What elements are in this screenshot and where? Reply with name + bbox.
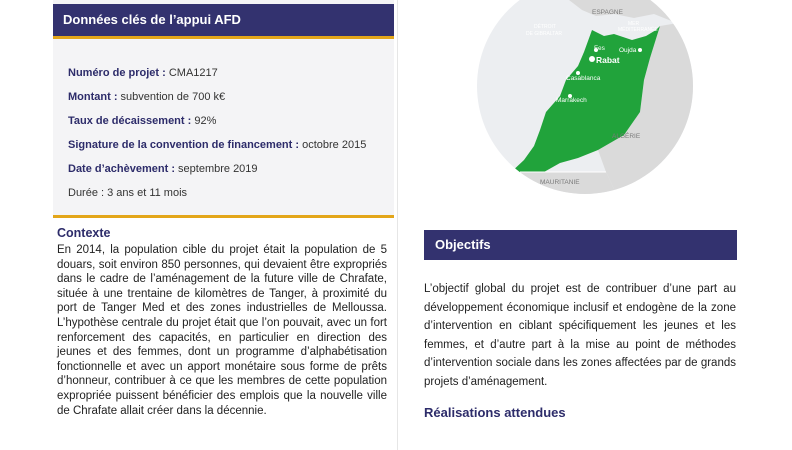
- realisations-title: Réalisations attendues: [424, 405, 566, 420]
- fact-signature: Signature de la convention de financement : octobre 2015: [68, 139, 367, 151]
- label-detroit-2: DE GIBRALTAR: [526, 31, 562, 37]
- fact-completion-date: Date d’achèvement : septembre 2019: [68, 163, 258, 175]
- context-body: En 2014, la population cible du projet était la population de 5 douars, soit environ 850 personnes, qui devaient être expropriés dans le cadre de l’aménagement de la future ville de Chrafate, située à une trentaine de kilomètres de Tanger, à proximité du port de Tanger Med et des zones industrielles de Melloussa. L’hypothèse centrale du projet était que l’on pouvait, avec un fort renforcement des capacités, en particulier en direction des jeunes et des femmes, dont un programme d’alphabétisation fonctionnelle et avec un apport monétaire sous forme de prêts d’honneur, contribuer à ce que les membres de cette population expropriée puissent bénéficier des emplois que la nouvelle ville de Chrafate allait créer dans la décennie.: [57, 244, 387, 417]
- label-rabat: Rabat: [596, 55, 620, 65]
- panel-bottom-rule: [53, 215, 394, 218]
- header-underline: [53, 36, 394, 39]
- label-marrakech: Marrakech: [556, 97, 587, 104]
- label-fes: Fes: [594, 45, 605, 52]
- label-casablanca: Casablanca: [566, 75, 601, 82]
- column-divider: [397, 0, 398, 450]
- label-mer-2: MÉDITERRANÉE: [618, 27, 658, 33]
- city-rabat-dot: [589, 56, 595, 62]
- map-graphic: [474, 0, 696, 208]
- objectives-body: L’objectif global du projet est de contribuer d’une part au développement économique inclusif et endogène de la zone d’intervention en ciblant spécifiquement les jeunes et les femmes, et d’autre part à la mise au point de méthodes d’intervention sociale dans les zones affectées par de grands projets d’aménagement.: [424, 283, 736, 388]
- label-oujda: Oujda: [619, 47, 637, 54]
- fact-duration: Durée : 3 ans et 11 mois: [68, 187, 188, 199]
- label-mer-1: MER: [628, 21, 640, 27]
- label-algerie: ALGÉRIE: [612, 133, 641, 140]
- mauritania-land: [474, 170, 624, 208]
- fact-amount: Montant : subvention de 700 k€: [68, 91, 226, 103]
- context-title: Contexte: [57, 226, 111, 240]
- label-mauritanie: MAURITANIE: [540, 179, 580, 186]
- objectives-header: Objectifs: [424, 230, 737, 260]
- fact-disbursement-rate: Taux de décaissement : 92%: [68, 115, 217, 127]
- key-data-header: Données clés de l’appui AFD: [53, 4, 394, 36]
- city-oujda-dot: [638, 48, 642, 52]
- fact-project-number: Numéro de projet : CMA1217: [68, 67, 218, 79]
- morocco-map: [474, 0, 696, 208]
- key-data-panel: [53, 0, 394, 218]
- label-detroit-1: DÉTROIT: [534, 24, 556, 30]
- key-data-list: [68, 66, 386, 210]
- label-espagne: ESPAGNE: [592, 9, 623, 16]
